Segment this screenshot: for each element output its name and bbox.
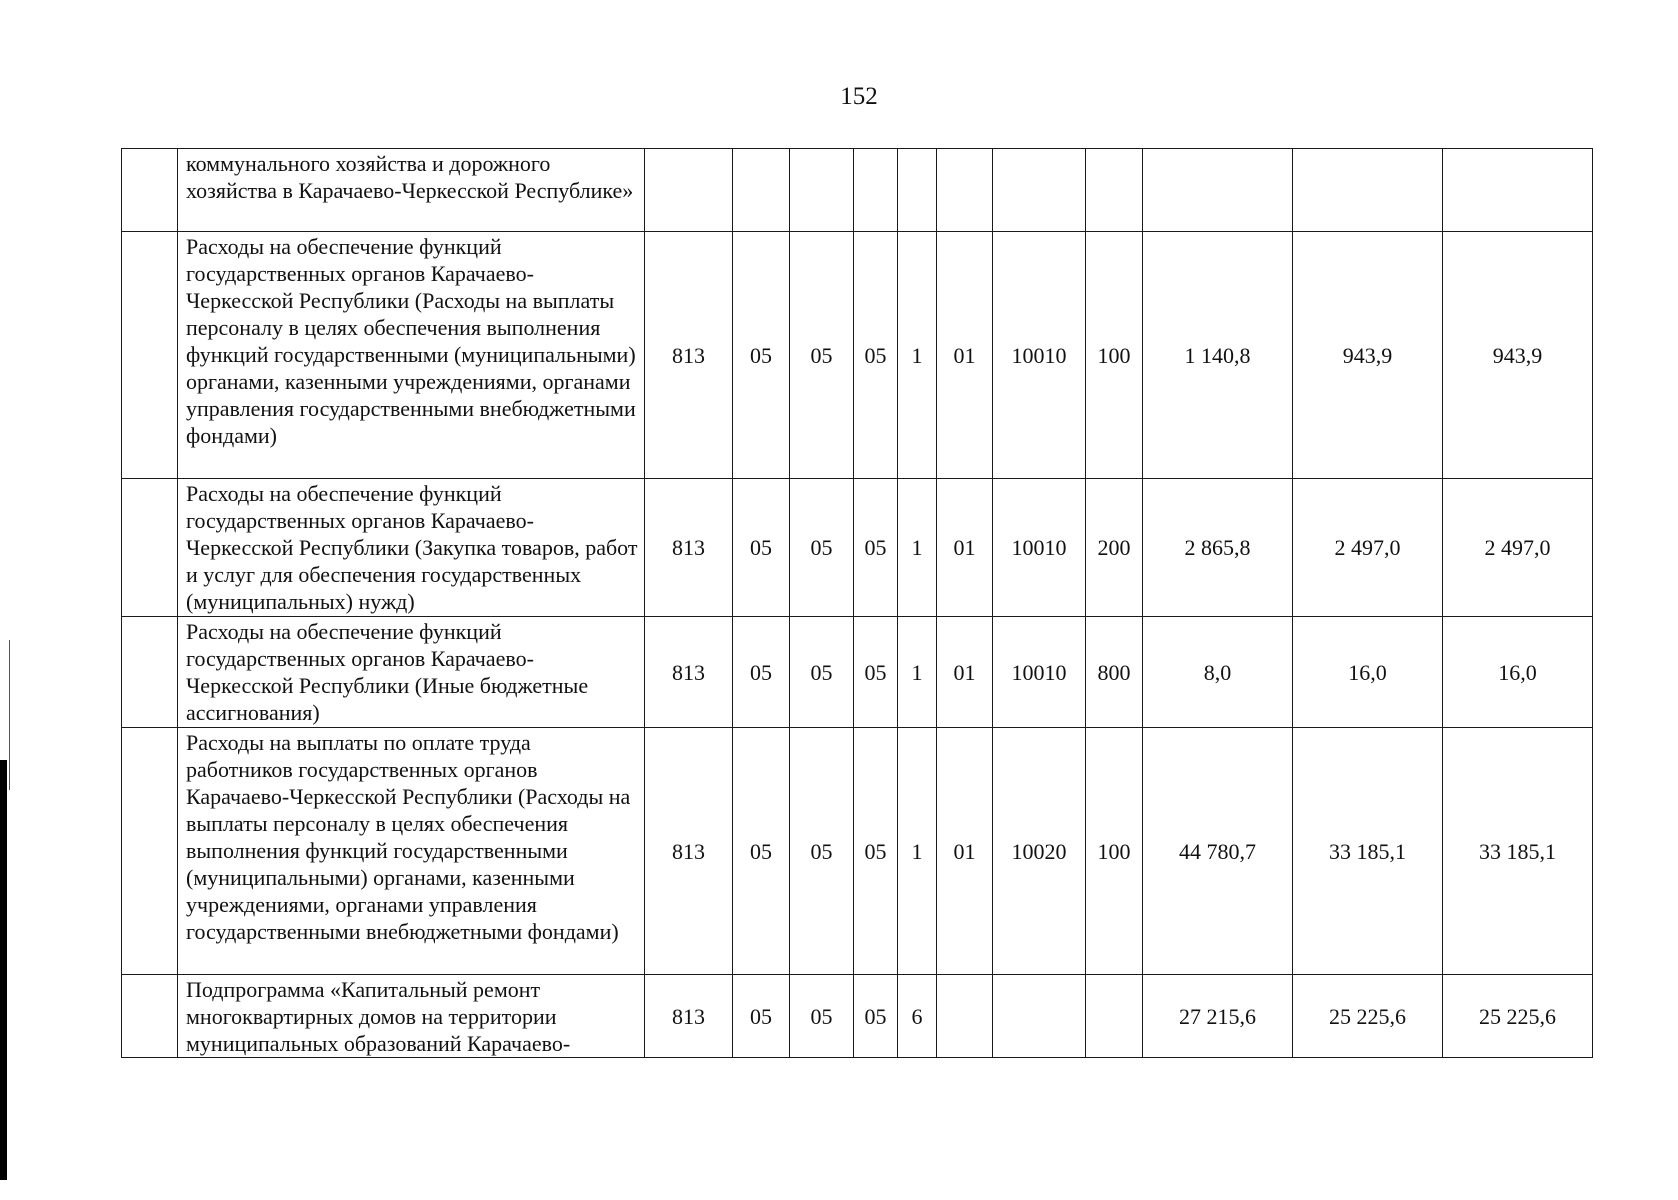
amount-year3-cell: 25 225,6 — [1443, 975, 1593, 1058]
activity-code-cell: 01 — [937, 479, 993, 617]
ministry-code-cell: 813 — [645, 617, 733, 728]
program-code-cell: 05 — [854, 975, 898, 1058]
row-number-cell — [122, 975, 178, 1058]
activity-code-cell — [937, 149, 993, 232]
amount-year3-cell: 2 497,0 — [1443, 479, 1593, 617]
amount-year1-cell: 27 215,6 — [1143, 975, 1293, 1058]
amount-year2-cell — [1293, 149, 1443, 232]
expense-type-cell — [1086, 149, 1143, 232]
section-code-cell: 05 — [733, 728, 790, 975]
expense-type-cell: 100 — [1086, 232, 1143, 479]
amount-year1-cell: 44 780,7 — [1143, 728, 1293, 975]
program-code-cell: 05 — [854, 479, 898, 617]
row-number-cell — [122, 232, 178, 479]
activity-code-cell: 01 — [937, 728, 993, 975]
amount-year1-cell: 2 865,8 — [1143, 479, 1293, 617]
table-row — [122, 728, 1593, 975]
section-code-cell: 05 — [733, 479, 790, 617]
expense-type-cell: 800 — [1086, 617, 1143, 728]
amount-year2-cell: 33 185,1 — [1293, 728, 1443, 975]
program-code-cell — [854, 149, 898, 232]
description-cell: Расходы на выплаты по оплате труда работников государственных органов Карачаево-Черкесской Республики (Расходы на выплаты персоналу в целях обеспечения выполнения функций государственными (муниципальными) органами, казенными учреждениями, органами управления государственными внебюджетными фондами) — [178, 728, 645, 975]
subsection-code-cell: 05 — [790, 728, 854, 975]
amount-year1-cell — [1143, 149, 1293, 232]
program-code-cell: 05 — [854, 728, 898, 975]
row-number-cell — [122, 728, 178, 975]
description-cell: Подпрограмма «Капитальный ремонт многоквартирных домов на территории муниципальных образований Карачаево- — [178, 975, 645, 1058]
amount-year1-cell: 1 140,8 — [1143, 232, 1293, 479]
activity-code-cell: 01 — [937, 617, 993, 728]
section-code-cell: 05 — [733, 975, 790, 1058]
description-cell: Расходы на обеспечение функций государственных органов Карачаево-Черкесской Республики (Иные бюджетные ассигнования) — [178, 617, 645, 728]
description-cell: Расходы на обеспечение функций государственных органов Карачаево-Черкесской Республики (Закупка товаров, работ и услуг для обеспечения государственных (муниципальных) нужд) — [178, 479, 645, 617]
expense-type-cell: 100 — [1086, 728, 1143, 975]
table-row — [122, 479, 1593, 617]
description-cell: Расходы на обеспечение функций государственных органов Карачаево-Черкесской Республики (Расходы на выплаты персоналу в целях обеспечения выполнения функций государственными (муниципальными) органами, казенными учреждениями, органами управления государственными внебюджетными фондами) — [178, 232, 645, 479]
subprogram-code-cell: 1 — [898, 728, 937, 975]
table-row — [122, 975, 1593, 1058]
direction-code-cell: 10010 — [993, 617, 1086, 728]
section-code-cell: 05 — [733, 232, 790, 479]
subprogram-code-cell — [898, 149, 937, 232]
amount-year2-cell: 943,9 — [1293, 232, 1443, 479]
subsection-code-cell: 05 — [790, 617, 854, 728]
budget-table — [121, 148, 1593, 1058]
table-row — [122, 149, 1593, 232]
ministry-code-cell: 813 — [645, 479, 733, 617]
amount-year2-cell: 2 497,0 — [1293, 479, 1443, 617]
page-number: 152 — [840, 83, 878, 110]
row-number-cell — [122, 479, 178, 617]
amount-year3-cell: 943,9 — [1443, 232, 1593, 479]
activity-code-cell: 01 — [937, 232, 993, 479]
subprogram-code-cell: 1 — [898, 232, 937, 479]
subprogram-code-cell: 1 — [898, 617, 937, 728]
subsection-code-cell — [790, 149, 854, 232]
subprogram-code-cell: 6 — [898, 975, 937, 1058]
amount-year3-cell: 33 185,1 — [1443, 728, 1593, 975]
ministry-code-cell: 813 — [645, 232, 733, 479]
amount-year1-cell: 8,0 — [1143, 617, 1293, 728]
expense-type-cell: 200 — [1086, 479, 1143, 617]
ministry-code-cell: 813 — [645, 728, 733, 975]
scan-edge-line — [9, 640, 10, 790]
activity-code-cell — [937, 975, 993, 1058]
direction-code-cell — [993, 149, 1086, 232]
ministry-code-cell: 813 — [645, 975, 733, 1058]
subsection-code-cell: 05 — [790, 975, 854, 1058]
amount-year3-cell: 16,0 — [1443, 617, 1593, 728]
subprogram-code-cell: 1 — [898, 479, 937, 617]
section-code-cell: 05 — [733, 617, 790, 728]
amount-year3-cell — [1443, 149, 1593, 232]
direction-code-cell — [993, 975, 1086, 1058]
direction-code-cell: 10020 — [993, 728, 1086, 975]
amount-year2-cell: 25 225,6 — [1293, 975, 1443, 1058]
subsection-code-cell: 05 — [790, 479, 854, 617]
row-number-cell — [122, 149, 178, 232]
row-number-cell — [122, 617, 178, 728]
direction-code-cell: 10010 — [993, 479, 1086, 617]
section-code-cell — [733, 149, 790, 232]
ministry-code-cell — [645, 149, 733, 232]
description-cell: коммунального хозяйства и дорожного хозяйства в Карачаево-Черкесской Республике» — [178, 149, 645, 232]
program-code-cell: 05 — [854, 232, 898, 479]
table-row — [122, 232, 1593, 479]
program-code-cell: 05 — [854, 617, 898, 728]
amount-year2-cell: 16,0 — [1293, 617, 1443, 728]
expense-type-cell — [1086, 975, 1143, 1058]
table-row — [122, 617, 1593, 728]
scan-binding-edge — [0, 760, 7, 1180]
direction-code-cell: 10010 — [993, 232, 1086, 479]
subsection-code-cell: 05 — [790, 232, 854, 479]
